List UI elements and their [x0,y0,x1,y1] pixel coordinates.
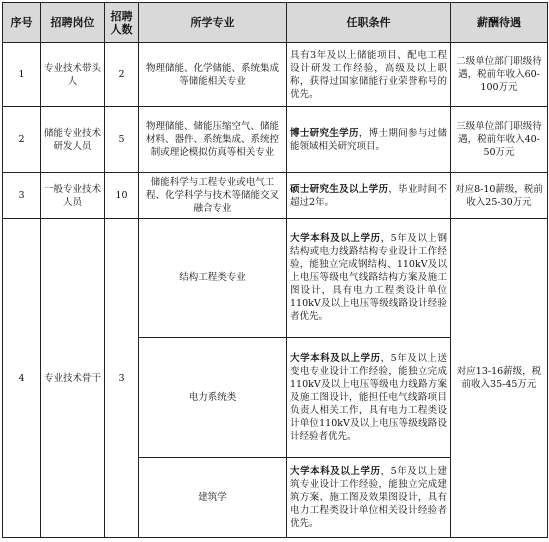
row-count: 3 [105,219,139,538]
row-position: 一般专业技术人员 [41,173,105,219]
row-seq: 3 [3,173,41,219]
requirements-detail: ，5年及以上建筑专业设计工作经验，能独立完成建筑方案、施工图及效果图设计，具有电力工程类设计单位相关设计经验者优先。 [290,465,447,529]
row-seq: 1 [3,43,41,107]
header-seq: 序号 [3,3,41,43]
table-row [3,43,548,107]
requirements-degree: 大学本科及以上学历 [290,465,381,477]
header-salary: 薪酬待遇 [451,3,548,43]
row-major: 物理储能、储能压缩空气、储能材料、器件、系统集成、系统控制或理论模拟仿真等相关专业 [139,107,287,173]
row-major: 物理储能、化学储能、系统集成等储能相关专业 [139,43,287,107]
table-row [3,219,548,337]
table-row [3,173,548,219]
row-seq: 4 [3,219,41,538]
requirements-degree: 大学本科及以上学历 [290,352,381,364]
row-position: 专业技术骨干 [41,219,105,538]
row-major: 储能科学与工程专业或电气工程、化学科学与技术等储能交叉融合专业 [139,173,287,219]
header-major: 所学专业 [139,3,287,43]
row-count: 10 [105,173,139,219]
row-major: 结构工程类专业 [139,219,287,337]
row-requirements: 具有3年及以上储能项目、配电工程设计研发工作经验，高级及以上职称，获得过国家储能行业荣誉称号的优先。 [287,43,451,107]
row-salary: 三级单位部门职级待遇，税前年收入40-50万元 [451,107,548,173]
header-requirements: 任职条件 [287,3,451,43]
header-row [3,3,548,43]
row-position: 专业技术带头人 [41,43,105,107]
recruitment-table [2,2,548,538]
row-requirements [287,173,451,219]
row-count: 5 [105,107,139,173]
requirements-detail: ，5年及以上钢结构或电力线路结构专业设计工作经验，能独立完成钢结构、110kV及以上电压等级电气线路结构方案及施工图设计，具有电力工程类设计单位110kV及以上电压等级线路设计经验者优先。 [290,233,447,323]
header-position: 招聘岗位 [41,3,105,43]
row-salary: 二级单位部门职级待遇，税前年收入60-100万元 [451,43,548,107]
row-major: 电力系统类 [139,337,287,457]
row-requirements [287,219,451,337]
requirements-detail: ，毕业时间不超过2年。 [290,183,447,208]
requirements-degree: 博士研究生学历 [290,127,359,139]
row-salary: 对应8-10薪级，税前收入25-30万元 [451,173,548,219]
row-count: 2 [105,43,139,107]
row-requirements [287,457,451,537]
row-requirements [287,337,451,457]
requirements-detail: ，5年及以上送变电专业设计工作经验，能独立完成110kV及以上电压等级电力线路方案及施工图设计，能担任电气线路项目负责人相关工作，具有电力工程类设计单位110kV及以上电压等级线路设计经验者优先。 [290,352,447,442]
header-count: 招聘人数 [105,3,139,43]
row-position: 储能专业技术研发人员 [41,107,105,173]
table-row [3,107,548,173]
row-salary: 对应13-16薪级，税前收入35-45万元 [451,219,548,538]
row-seq: 2 [3,107,41,173]
requirements-detail: ，博士期间参与过储能领域相关研究项目。 [290,127,447,152]
requirements-degree: 硕士研究生及以上学历 [290,183,389,195]
row-requirements [287,107,451,173]
requirements-degree: 大学本科及以上学历 [290,233,381,245]
row-major: 建筑学 [139,457,287,537]
